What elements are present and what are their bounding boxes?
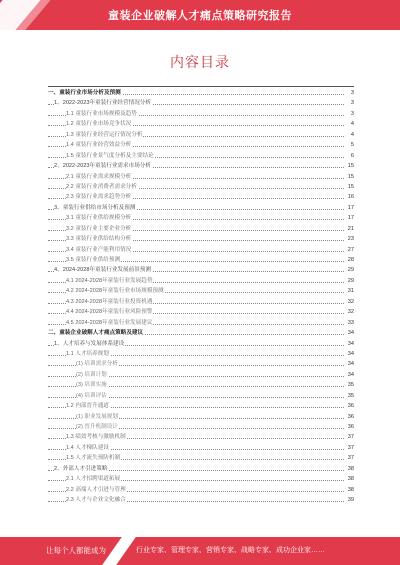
toc-entry[interactable]	[48, 359, 354, 369]
toc-entry[interactable]	[48, 318, 354, 328]
toc-entry-page: 15	[347, 182, 354, 192]
toc-entry-page: 39	[347, 495, 354, 505]
toc-entry-page: 3	[350, 98, 354, 108]
toc-entry-page: 16	[347, 192, 354, 202]
toc-entry-title: 1.1 人才培养规划	[66, 349, 110, 359]
toc-entry-page: 29	[347, 265, 354, 275]
toc-entry-title: 1、人才培养与发展体系建设	[54, 339, 125, 349]
toc-entry-page: 27	[347, 245, 354, 255]
toc-entry-title: 2.2 童装行业消费者需求分析	[66, 182, 138, 192]
toc-entry-page: 34	[347, 359, 354, 369]
toc-entry[interactable]	[48, 464, 354, 474]
footer-divider	[102, 537, 136, 565]
toc-entry-page: 3	[350, 109, 354, 119]
toc-entry-title: (2) 培训计划	[76, 370, 108, 380]
toc-entry[interactable]	[48, 474, 354, 484]
toc-entry-title: 1.5 童装行业景气度分析及主要结论	[66, 151, 155, 161]
toc-entry[interactable]	[48, 401, 354, 411]
toc-entry[interactable]	[48, 172, 354, 182]
toc-entry-page: 33	[347, 318, 354, 328]
toc-entry[interactable]	[48, 234, 354, 244]
toc-entry-title: (4) 培训评估	[76, 391, 108, 401]
toc-entry-title: 1.4 人才梯队建设	[66, 443, 110, 453]
toc-divider	[48, 86, 354, 87]
toc-entry-page: 35	[347, 391, 354, 401]
toc-entry-title: 4.3 2024-2028年童装行业投资机遇	[66, 297, 153, 307]
toc-entry[interactable]	[48, 140, 354, 150]
toc-entry-title: (1) 培训需求分析	[76, 359, 119, 369]
toc-entry-title: 1.5 人才流失预防机制	[66, 453, 121, 463]
toc-entry-title: 2.1 童装行业需求规模分析	[66, 172, 132, 182]
toc-entry-page: 23	[347, 234, 354, 244]
toc-entry-page: 28	[347, 255, 354, 265]
toc-entry-page: 32	[347, 297, 354, 307]
toc-entry[interactable]	[48, 276, 354, 286]
toc-entry-title: 4.5 2024-2028年童装行业发展建议	[66, 318, 153, 328]
toc-entry-title: 4.2 2024-2028年童装行业市场规模预测	[66, 286, 165, 296]
toc-entry-title: 2.2 高端人才引进与管理	[66, 485, 127, 495]
toc-entry[interactable]	[48, 224, 354, 234]
toc-entry-title: 2、外部人才引进策略	[54, 464, 108, 474]
toc-entry-page: 31	[347, 286, 354, 296]
toc-entry[interactable]	[48, 213, 354, 223]
toc-entry-page: 36	[347, 422, 354, 432]
footer-banner	[0, 537, 400, 565]
toc-entry-page: 34	[347, 328, 354, 338]
toc-entry-page: 37	[347, 453, 354, 463]
toc-entry[interactable]	[48, 151, 354, 161]
toc-entry[interactable]	[48, 349, 354, 359]
toc-entry-page: 21	[347, 224, 354, 234]
toc-entry[interactable]	[48, 286, 354, 296]
toc-entry-title: (3) 培训实施	[76, 380, 108, 390]
toc-entry[interactable]	[48, 192, 354, 202]
toc-entry-page: 34	[347, 370, 354, 380]
toc-entry[interactable]	[48, 245, 354, 255]
footer-slogan: 让每个人都能成为	[46, 546, 106, 555]
toc-entry[interactable]	[48, 130, 354, 140]
toc-entry[interactable]	[48, 370, 354, 380]
toc-entry-title: 2.3 童装行业需求趋势分析	[66, 192, 132, 202]
toc-entry-title: 3、童装行业供给市场分析及预测	[54, 203, 136, 213]
toc-entry[interactable]	[48, 391, 354, 401]
table-of-contents	[48, 88, 354, 506]
toc-entry-page: 15	[347, 172, 354, 182]
toc-entry-page: 38	[347, 474, 354, 484]
toc-entry-title: (2) 晋升机制设计	[76, 422, 119, 432]
toc-entry-page: 3	[350, 88, 354, 98]
toc-entry-page: 17	[347, 213, 354, 223]
toc-entry-title: 4.1 2024-2028年童装行业发展趋势	[66, 276, 153, 286]
toc-entry-title: (1) 职业发展规划	[76, 412, 119, 422]
toc-entry-title: 二、童装企业破解人才痛点策略及建议	[48, 328, 144, 338]
footer-roles: 行业专家、管理专家、营销专家、战略专家、成功企业家……	[136, 547, 325, 554]
toc-entry-page: 37	[347, 432, 354, 442]
toc-entry[interactable]	[48, 443, 354, 453]
toc-entry-title: 2、2022-2023年童装行业需求市场分析	[54, 161, 152, 171]
toc-entry-title: 3.1 童装行业供给规模分析	[66, 213, 132, 223]
toc-entry[interactable]	[48, 98, 354, 108]
toc-entry-title: 1.2 童装行业市场竞争状况	[66, 119, 132, 129]
toc-entry-page: 15	[347, 161, 354, 171]
toc-entry-page: 38	[347, 485, 354, 495]
toc-entry-title: 1.3 绩效考核与激励机制	[66, 432, 127, 442]
header-banner	[0, 0, 400, 30]
toc-entry-page: 36	[347, 401, 354, 411]
toc-entry[interactable]	[48, 88, 354, 98]
toc-entry[interactable]	[48, 339, 354, 349]
toc-entry[interactable]	[48, 485, 354, 495]
toc-entry-title: 3.5 童装行业供给预测	[66, 255, 121, 265]
toc-entry[interactable]	[48, 297, 354, 307]
toc-entry-page: 34	[347, 339, 354, 349]
report-title: 童装企业破解人才痛点策略研究报告	[108, 10, 292, 22]
toc-entry[interactable]	[48, 422, 354, 432]
toc-heading: 内容目录	[170, 54, 230, 70]
toc-entry[interactable]	[48, 119, 354, 129]
toc-entry[interactable]	[48, 182, 354, 192]
toc-entry[interactable]	[48, 380, 354, 390]
toc-entry[interactable]	[48, 255, 354, 265]
toc-entry-page: 35	[347, 380, 354, 390]
toc-entry[interactable]	[48, 203, 354, 213]
toc-entry-title: 4.4 2024-2028年童装行业风险预警	[66, 307, 153, 317]
toc-entry-title: 2.1 人才招聘渠道拓展	[66, 474, 121, 484]
toc-entry-title: 1.3 童装行业经营运行情况分析	[66, 130, 143, 140]
toc-entry-page: 32	[347, 307, 354, 317]
toc-entry-title: 1.2 内部晋升通道	[66, 401, 110, 411]
toc-entry-page: 36	[347, 412, 354, 422]
toc-entry[interactable]	[48, 432, 354, 442]
toc-entry[interactable]	[48, 453, 354, 463]
toc-entry-title: 1、2022-2023年童装行业经营情况分析	[54, 98, 152, 108]
toc-entry[interactable]	[48, 109, 354, 119]
toc-entry-page: 4	[350, 130, 354, 140]
toc-entry[interactable]	[48, 161, 354, 171]
toc-entry[interactable]	[48, 412, 354, 422]
toc-entry-page: 17	[347, 203, 354, 213]
toc-entry-page: 6	[350, 151, 354, 161]
toc-entry-title: 3.2 童装行业主要企业分析	[66, 224, 132, 234]
toc-entry-title: 1.1 童装行业市场规模及趋势	[66, 109, 138, 119]
toc-entry-title: 4、2024-2028年童装行业发展前景预测	[54, 265, 152, 275]
toc-entry[interactable]	[48, 495, 354, 505]
toc-entry-page: 34	[347, 349, 354, 359]
toc-entry[interactable]	[48, 328, 354, 338]
toc-entry-title: 一、童装行业市场分析及预测	[48, 88, 122, 98]
toc-entry-title: 2.3 人才与企业文化融合	[66, 495, 127, 505]
toc-entry-page: 37	[347, 443, 354, 453]
toc-entry-page: 29	[347, 276, 354, 286]
toc-entry-page: 4	[350, 119, 354, 129]
toc-entry[interactable]	[48, 307, 354, 317]
toc-entry-page: 38	[347, 464, 354, 474]
toc-entry-title: 3.3 童装行业供给结构分析	[66, 234, 132, 244]
toc-entry-title: 1.4 童装行业经营效益分析	[66, 140, 132, 150]
toc-entry[interactable]	[48, 265, 354, 275]
toc-entry-title: 3.4 童装行业产能利用情况	[66, 245, 132, 255]
toc-entry-page: 5	[350, 140, 354, 150]
